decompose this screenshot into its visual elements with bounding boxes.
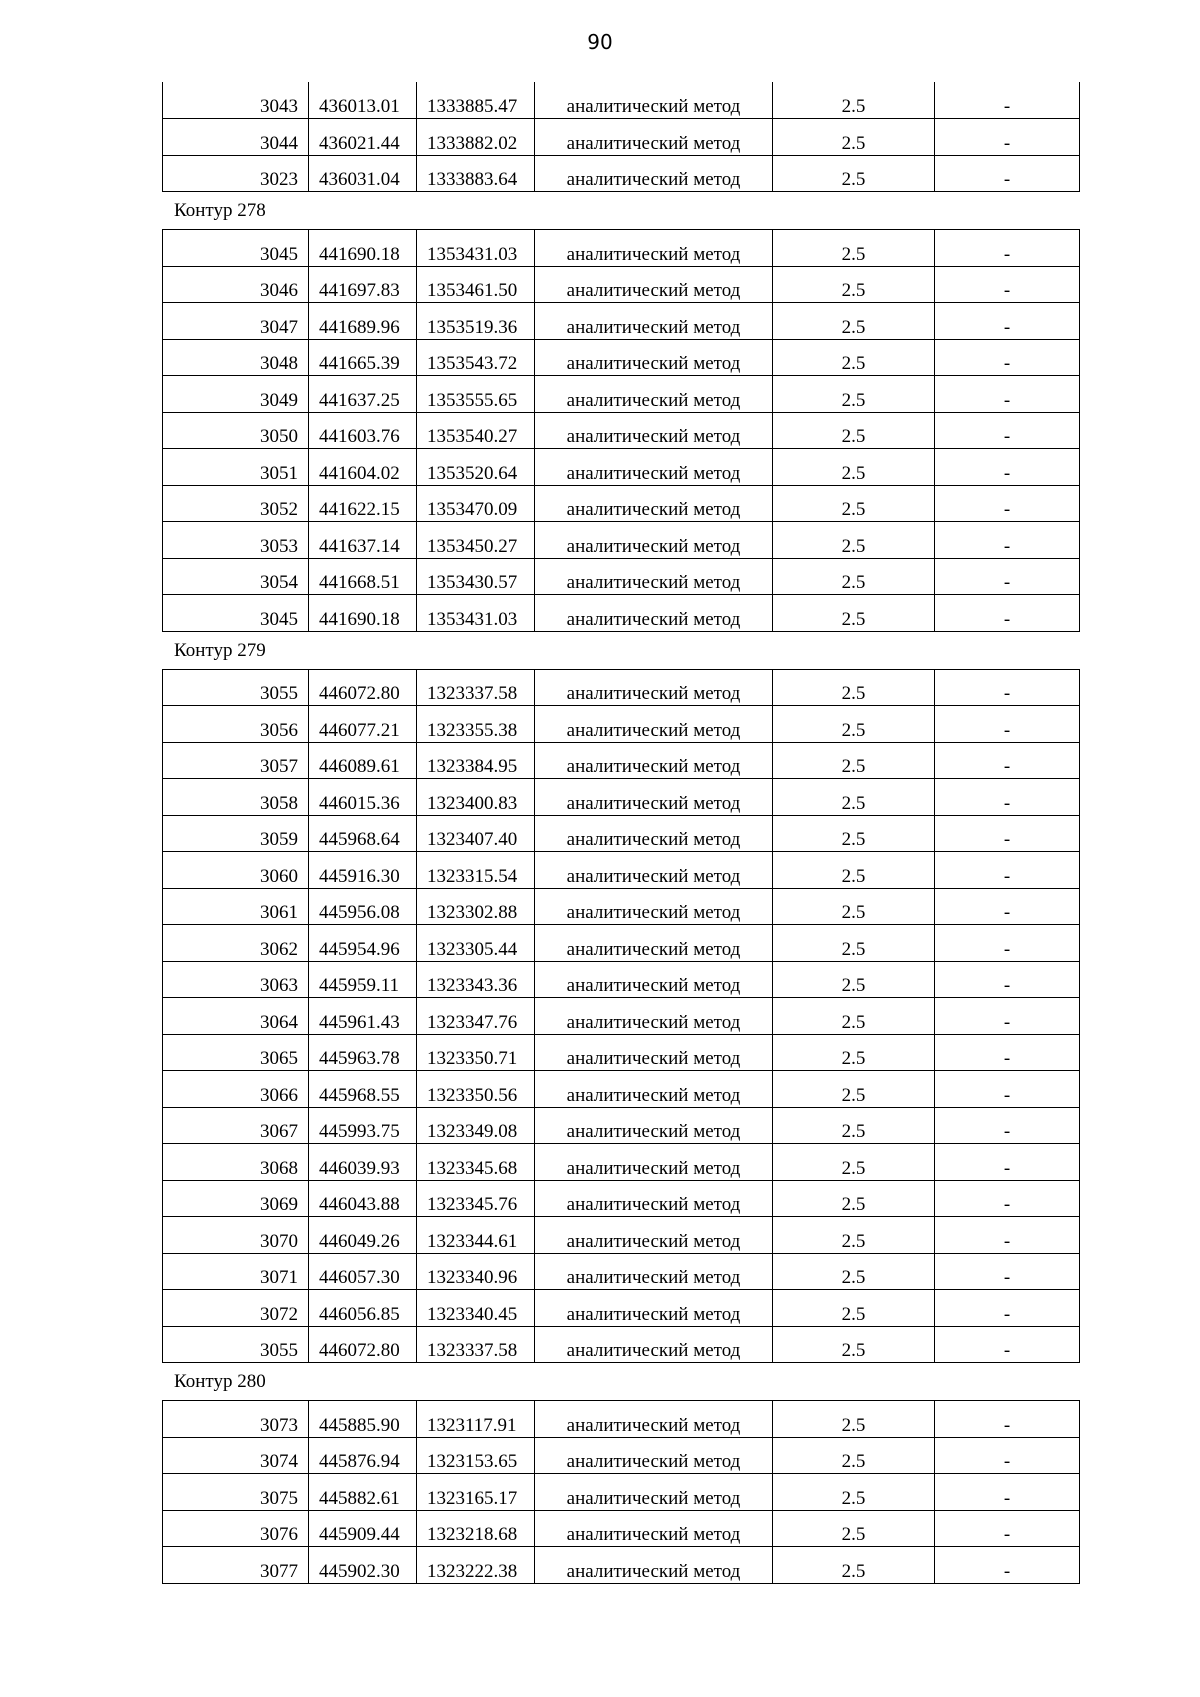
note-cell: -: [935, 119, 1080, 156]
table-row: [163, 1547, 1080, 1584]
method-cell: аналитический метод: [535, 155, 773, 192]
page-number: 90: [587, 30, 613, 54]
accuracy-cell: 2.5: [773, 1180, 935, 1217]
accuracy-cell: 2.5: [773, 1510, 935, 1547]
point-number-cell: 3077: [163, 1547, 309, 1584]
method-cell: аналитический метод: [535, 1034, 773, 1071]
method-cell: аналитический метод: [535, 1144, 773, 1181]
y-coordinate-cell: 1353431.03: [417, 230, 535, 267]
accuracy-cell: 2.5: [773, 266, 935, 303]
method-cell: аналитический метод: [535, 376, 773, 413]
table-row: [163, 669, 1080, 706]
point-number-cell: 3064: [163, 998, 309, 1035]
note-cell: -: [935, 961, 1080, 998]
y-coordinate-cell: 1353519.36: [417, 303, 535, 340]
y-coordinate-cell: 1323315.54: [417, 852, 535, 889]
accuracy-cell: 2.5: [773, 485, 935, 522]
point-number-cell: 3047: [163, 303, 309, 340]
x-coordinate-cell: 441690.18: [309, 595, 417, 632]
point-number-cell: 3063: [163, 961, 309, 998]
accuracy-cell: 2.5: [773, 1547, 935, 1584]
method-cell: аналитический метод: [535, 119, 773, 156]
method-cell: аналитический метод: [535, 1474, 773, 1511]
x-coordinate-cell: 446057.30: [309, 1253, 417, 1290]
x-coordinate-cell: 445956.08: [309, 888, 417, 925]
table-row: [163, 852, 1080, 889]
accuracy-cell: 2.5: [773, 1290, 935, 1327]
note-cell: -: [935, 485, 1080, 522]
y-coordinate-cell: 1323350.71: [417, 1034, 535, 1071]
y-coordinate-cell: 1333882.02: [417, 119, 535, 156]
accuracy-cell: 2.5: [773, 1217, 935, 1254]
table-row: [163, 1510, 1080, 1547]
point-number-cell: 3071: [163, 1253, 309, 1290]
y-coordinate-cell: 1323117.91: [417, 1401, 535, 1438]
accuracy-cell: 2.5: [773, 595, 935, 632]
accuracy-cell: 2.5: [773, 1474, 935, 1511]
note-cell: -: [935, 376, 1080, 413]
point-number-cell: 3045: [163, 230, 309, 267]
note-cell: -: [935, 339, 1080, 376]
method-cell: аналитический метод: [535, 1437, 773, 1474]
note-cell: -: [935, 1180, 1080, 1217]
point-number-cell: 3045: [163, 595, 309, 632]
x-coordinate-cell: 446056.85: [309, 1290, 417, 1327]
x-coordinate-cell: 436021.44: [309, 119, 417, 156]
point-number-cell: 3059: [163, 815, 309, 852]
point-number-cell: 3068: [163, 1144, 309, 1181]
table-row: [163, 1401, 1080, 1438]
y-coordinate-cell: 1353520.64: [417, 449, 535, 486]
point-number-cell: 3056: [163, 706, 309, 743]
note-cell: -: [935, 1290, 1080, 1327]
x-coordinate-cell: 441665.39: [309, 339, 417, 376]
table-row: [163, 1290, 1080, 1327]
table-row: [163, 925, 1080, 962]
x-coordinate-cell: 446043.88: [309, 1180, 417, 1217]
y-coordinate-cell: 1323345.76: [417, 1180, 535, 1217]
method-cell: аналитический метод: [535, 82, 773, 119]
y-coordinate-cell: 1323153.65: [417, 1437, 535, 1474]
x-coordinate-cell: 445961.43: [309, 998, 417, 1035]
point-number-cell: 3073: [163, 1401, 309, 1438]
table-row: [163, 266, 1080, 303]
y-coordinate-cell: 1323349.08: [417, 1107, 535, 1144]
point-number-cell: 3065: [163, 1034, 309, 1071]
y-coordinate-cell: 1323340.96: [417, 1253, 535, 1290]
table-row: [163, 1107, 1080, 1144]
coordinates-table: [162, 669, 1080, 1364]
accuracy-cell: 2.5: [773, 522, 935, 559]
method-cell: аналитический метод: [535, 522, 773, 559]
accuracy-cell: 2.5: [773, 412, 935, 449]
point-number-cell: 3067: [163, 1107, 309, 1144]
point-number-cell: 3072: [163, 1290, 309, 1327]
method-cell: аналитический метод: [535, 1180, 773, 1217]
method-cell: аналитический метод: [535, 1071, 773, 1108]
x-coordinate-cell: 441689.96: [309, 303, 417, 340]
x-coordinate-cell: 441697.83: [309, 266, 417, 303]
method-cell: аналитический метод: [535, 706, 773, 743]
method-cell: аналитический метод: [535, 595, 773, 632]
y-coordinate-cell: 1323305.44: [417, 925, 535, 962]
note-cell: -: [935, 558, 1080, 595]
table-row: [163, 1474, 1080, 1511]
coordinates-table: [162, 82, 1080, 192]
point-number-cell: 3051: [163, 449, 309, 486]
y-coordinate-cell: 1323337.58: [417, 1326, 535, 1363]
note-cell: -: [935, 815, 1080, 852]
method-cell: аналитический метод: [535, 779, 773, 816]
table-row: [163, 595, 1080, 632]
table-row: [163, 961, 1080, 998]
x-coordinate-cell: 441604.02: [309, 449, 417, 486]
point-number-cell: 3048: [163, 339, 309, 376]
table-row: [163, 1217, 1080, 1254]
point-number-cell: 3050: [163, 412, 309, 449]
note-cell: -: [935, 852, 1080, 889]
table-row: [163, 485, 1080, 522]
accuracy-cell: 2.5: [773, 742, 935, 779]
point-number-cell: 3066: [163, 1071, 309, 1108]
method-cell: аналитический метод: [535, 1290, 773, 1327]
note-cell: -: [935, 1107, 1080, 1144]
note-cell: -: [935, 412, 1080, 449]
x-coordinate-cell: 445959.11: [309, 961, 417, 998]
y-coordinate-cell: 1323347.76: [417, 998, 535, 1035]
note-cell: -: [935, 1144, 1080, 1181]
accuracy-cell: 2.5: [773, 1437, 935, 1474]
note-cell: -: [935, 1071, 1080, 1108]
table-row: [163, 815, 1080, 852]
accuracy-cell: 2.5: [773, 1144, 935, 1181]
contour-label: Контур 279: [174, 639, 266, 661]
note-cell: -: [935, 82, 1080, 119]
x-coordinate-cell: 441637.25: [309, 376, 417, 413]
x-coordinate-cell: 445993.75: [309, 1107, 417, 1144]
note-cell: -: [935, 1401, 1080, 1438]
x-coordinate-cell: 445885.90: [309, 1401, 417, 1438]
accuracy-cell: 2.5: [773, 303, 935, 340]
point-number-cell: 3055: [163, 1326, 309, 1363]
contour-label: Контур 280: [174, 1371, 266, 1392]
table-row: [163, 119, 1080, 156]
method-cell: аналитический метод: [535, 339, 773, 376]
accuracy-cell: 2.5: [773, 852, 935, 889]
y-coordinate-cell: 1323384.95: [417, 742, 535, 779]
point-number-cell: 3076: [163, 1510, 309, 1547]
method-cell: аналитический метод: [535, 1253, 773, 1290]
x-coordinate-cell: 436013.01: [309, 82, 417, 119]
y-coordinate-cell: 1323400.83: [417, 779, 535, 816]
method-cell: аналитический метод: [535, 961, 773, 998]
table-row: [163, 998, 1080, 1035]
x-coordinate-cell: 445909.44: [309, 1510, 417, 1547]
y-coordinate-cell: 1323345.68: [417, 1144, 535, 1181]
table-row: [163, 155, 1080, 192]
accuracy-cell: 2.5: [773, 706, 935, 743]
table-row: [163, 1144, 1080, 1181]
x-coordinate-cell: 445882.61: [309, 1474, 417, 1511]
note-cell: -: [935, 449, 1080, 486]
x-coordinate-cell: 445968.55: [309, 1071, 417, 1108]
note-cell: -: [935, 1510, 1080, 1547]
method-cell: аналитический метод: [535, 449, 773, 486]
point-number-cell: 3057: [163, 742, 309, 779]
y-coordinate-cell: 1353461.50: [417, 266, 535, 303]
x-coordinate-cell: 445876.94: [309, 1437, 417, 1474]
note-cell: -: [935, 595, 1080, 632]
x-coordinate-cell: 446015.36: [309, 779, 417, 816]
y-coordinate-cell: 1323355.38: [417, 706, 535, 743]
note-cell: -: [935, 230, 1080, 267]
y-coordinate-cell: 1323302.88: [417, 888, 535, 925]
y-coordinate-cell: 1333885.47: [417, 82, 535, 119]
table-row: [163, 82, 1080, 119]
method-cell: аналитический метод: [535, 888, 773, 925]
method-cell: аналитический метод: [535, 815, 773, 852]
y-coordinate-cell: 1353450.27: [417, 522, 535, 559]
accuracy-cell: 2.5: [773, 1326, 935, 1363]
table-row: [163, 303, 1080, 340]
y-coordinate-cell: 1323407.40: [417, 815, 535, 852]
x-coordinate-cell: 441637.14: [309, 522, 417, 559]
method-cell: аналитический метод: [535, 266, 773, 303]
note-cell: -: [935, 303, 1080, 340]
method-cell: аналитический метод: [535, 669, 773, 706]
point-number-cell: 3049: [163, 376, 309, 413]
note-cell: -: [935, 779, 1080, 816]
point-number-cell: 3075: [163, 1474, 309, 1511]
accuracy-cell: 2.5: [773, 155, 935, 192]
accuracy-cell: 2.5: [773, 1071, 935, 1108]
x-coordinate-cell: 445968.64: [309, 815, 417, 852]
accuracy-cell: 2.5: [773, 888, 935, 925]
method-cell: аналитический метод: [535, 558, 773, 595]
table-row: [163, 706, 1080, 743]
x-coordinate-cell: 441668.51: [309, 558, 417, 595]
x-coordinate-cell: 446049.26: [309, 1217, 417, 1254]
note-cell: -: [935, 522, 1080, 559]
accuracy-cell: 2.5: [773, 82, 935, 119]
point-number-cell: 3069: [163, 1180, 309, 1217]
x-coordinate-cell: 446077.21: [309, 706, 417, 743]
table-row: [163, 1071, 1080, 1108]
y-coordinate-cell: 1323343.36: [417, 961, 535, 998]
contour-label: Контур 278: [174, 200, 266, 221]
table-row: [163, 888, 1080, 925]
point-number-cell: 3055: [163, 669, 309, 706]
method-cell: аналитический метод: [535, 485, 773, 522]
note-cell: -: [935, 925, 1080, 962]
table-row: [163, 558, 1080, 595]
x-coordinate-cell: 446089.61: [309, 742, 417, 779]
point-number-cell: 3052: [163, 485, 309, 522]
table-row: [163, 522, 1080, 559]
method-cell: аналитический метод: [535, 1547, 773, 1584]
accuracy-cell: 2.5: [773, 558, 935, 595]
method-cell: аналитический метод: [535, 852, 773, 889]
y-coordinate-cell: 1353470.09: [417, 485, 535, 522]
note-cell: -: [935, 1217, 1080, 1254]
method-cell: аналитический метод: [535, 998, 773, 1035]
method-cell: аналитический метод: [535, 1217, 773, 1254]
x-coordinate-cell: 446039.93: [309, 1144, 417, 1181]
note-cell: -: [935, 1547, 1080, 1584]
x-coordinate-cell: 441622.15: [309, 485, 417, 522]
point-number-cell: 3044: [163, 119, 309, 156]
method-cell: аналитический метод: [535, 742, 773, 779]
note-cell: -: [935, 1474, 1080, 1511]
point-number-cell: 3058: [163, 779, 309, 816]
method-cell: аналитический метод: [535, 925, 773, 962]
point-number-cell: 3054: [163, 558, 309, 595]
accuracy-cell: 2.5: [773, 376, 935, 413]
accuracy-cell: 2.5: [773, 998, 935, 1035]
accuracy-cell: 2.5: [773, 669, 935, 706]
x-coordinate-cell: 445963.78: [309, 1034, 417, 1071]
point-number-cell: 3070: [163, 1217, 309, 1254]
table-row: [163, 339, 1080, 376]
method-cell: аналитический метод: [535, 1326, 773, 1363]
y-coordinate-cell: 1323165.17: [417, 1474, 535, 1511]
y-coordinate-cell: 1353543.72: [417, 339, 535, 376]
x-coordinate-cell: 446072.80: [309, 669, 417, 706]
y-coordinate-cell: 1323350.56: [417, 1071, 535, 1108]
table-row: [163, 376, 1080, 413]
point-number-cell: 3043: [163, 82, 309, 119]
table-row: [163, 230, 1080, 267]
y-coordinate-cell: 1323218.68: [417, 1510, 535, 1547]
x-coordinate-cell: 445902.30: [309, 1547, 417, 1584]
note-cell: -: [935, 706, 1080, 743]
accuracy-cell: 2.5: [773, 230, 935, 267]
y-coordinate-cell: 1353540.27: [417, 412, 535, 449]
accuracy-cell: 2.5: [773, 961, 935, 998]
method-cell: аналитический метод: [535, 412, 773, 449]
table-row: [163, 1326, 1080, 1363]
accuracy-cell: 2.5: [773, 779, 935, 816]
point-number-cell: 3053: [163, 522, 309, 559]
table-row: [163, 449, 1080, 486]
note-cell: -: [935, 742, 1080, 779]
x-coordinate-cell: 441603.76: [309, 412, 417, 449]
y-coordinate-cell: 1353555.65: [417, 376, 535, 413]
method-cell: аналитический метод: [535, 1510, 773, 1547]
table-row: [163, 412, 1080, 449]
table-row: [163, 742, 1080, 779]
accuracy-cell: 2.5: [773, 1034, 935, 1071]
note-cell: -: [935, 1437, 1080, 1474]
y-coordinate-cell: 1333883.64: [417, 155, 535, 192]
point-number-cell: 3074: [163, 1437, 309, 1474]
y-coordinate-cell: 1323337.58: [417, 669, 535, 706]
point-number-cell: 3061: [163, 888, 309, 925]
accuracy-cell: 2.5: [773, 1253, 935, 1290]
coordinates-document: [162, 82, 1079, 1584]
accuracy-cell: 2.5: [773, 339, 935, 376]
accuracy-cell: 2.5: [773, 815, 935, 852]
accuracy-cell: 2.5: [773, 1401, 935, 1438]
method-cell: аналитический метод: [535, 230, 773, 267]
note-cell: -: [935, 155, 1080, 192]
coordinates-table: [162, 1400, 1080, 1584]
note-cell: -: [935, 998, 1080, 1035]
coordinates-table: [162, 229, 1080, 632]
point-number-cell: 3023: [163, 155, 309, 192]
y-coordinate-cell: 1323340.45: [417, 1290, 535, 1327]
accuracy-cell: 2.5: [773, 449, 935, 486]
accuracy-cell: 2.5: [773, 1107, 935, 1144]
note-cell: -: [935, 1034, 1080, 1071]
point-number-cell: 3060: [163, 852, 309, 889]
table-row: [163, 1180, 1080, 1217]
accuracy-cell: 2.5: [773, 925, 935, 962]
y-coordinate-cell: 1323222.38: [417, 1547, 535, 1584]
note-cell: -: [935, 266, 1080, 303]
method-cell: аналитический метод: [535, 1107, 773, 1144]
point-number-cell: 3046: [163, 266, 309, 303]
y-coordinate-cell: 1323344.61: [417, 1217, 535, 1254]
method-cell: аналитический метод: [535, 1401, 773, 1438]
x-coordinate-cell: 446072.80: [309, 1326, 417, 1363]
note-cell: -: [935, 1253, 1080, 1290]
y-coordinate-cell: 1353431.03: [417, 595, 535, 632]
x-coordinate-cell: 445954.96: [309, 925, 417, 962]
table-row: [163, 1437, 1080, 1474]
table-row: [163, 1034, 1080, 1071]
x-coordinate-cell: 441690.18: [309, 230, 417, 267]
note-cell: -: [935, 888, 1080, 925]
note-cell: -: [935, 1326, 1080, 1363]
y-coordinate-cell: 1353430.57: [417, 558, 535, 595]
method-cell: аналитический метод: [535, 303, 773, 340]
table-row: [163, 779, 1080, 816]
point-number-cell: 3062: [163, 925, 309, 962]
note-cell: -: [935, 669, 1080, 706]
x-coordinate-cell: 436031.04: [309, 155, 417, 192]
x-coordinate-cell: 445916.30: [309, 852, 417, 889]
accuracy-cell: 2.5: [773, 119, 935, 156]
table-row: [163, 1253, 1080, 1290]
